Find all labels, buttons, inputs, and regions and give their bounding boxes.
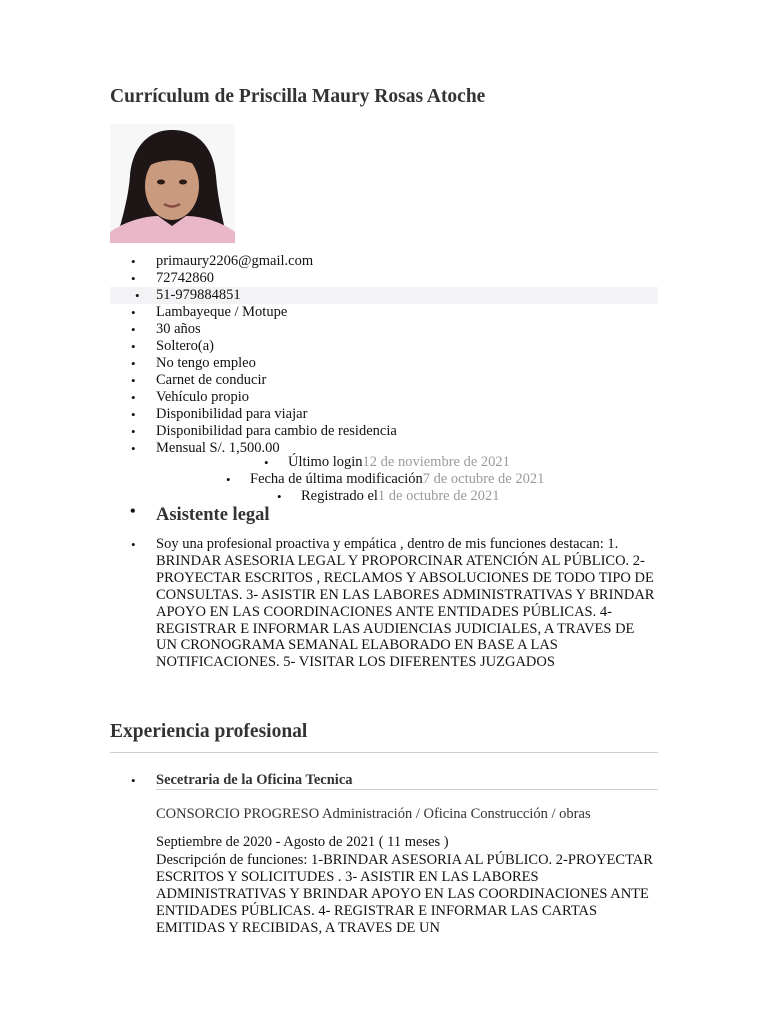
registered-date: 1 de octubre de 2021 <box>377 488 500 504</box>
phone-item: • 51-979884851 <box>110 287 658 304</box>
own-vehicle-item: • Vehículo propio <box>110 389 658 406</box>
marital-status-item: • Soltero(a) <box>110 338 658 355</box>
last-modified-date: 7 de octubre de 2021 <box>422 471 545 487</box>
registered-item: • Registrado el1 de octubre de 2021 <box>277 488 500 505</box>
page-title: Currículum de Priscilla Maury Rosas Atoche <box>110 86 486 107</box>
last-login-date: 12 de noviembre de 2021 <box>362 454 510 470</box>
job-title: Secetraria de la Oficina Tecnica <box>156 772 353 788</box>
section-divider <box>110 752 658 753</box>
experience-section-title: Experiencia profesional <box>110 721 308 742</box>
profile-photo <box>110 124 235 243</box>
salary-item: • Mensual S/. 1,500.00 <box>110 440 658 457</box>
job-company: CONSORCIO PROGRESO Administración / Oficina Construcción / obras <box>156 806 591 822</box>
personal-info-list <box>110 253 658 457</box>
location-item: • Lambayeque / Motupe <box>110 304 658 321</box>
profile-summary: Soy una profesional proactiva y empática , dentro de mis funciones destacan: 1. BRINDAR ASESORIA LEGAL Y PROPORCINAR ATENCIÓN AL PÚBLICO. 2-PROYECTAR ESCRITOS , RECLAMOS Y ABSOLUCIONES DE TODO TIPO DE CONSULTAS. 3- ASISTIR EN LAS LABORES ADMINISTRATIVAS Y BRINDAR APOYO EN LAS COORDINACIONES ANTE ENTIDADES PÚBLICAS. 4- REGISTRAR E INFORMAR LAS AUDIENCIAS JUDICIALES, A TRAVES DE UN CRONOGRAMA SEMANAL ELABORADO EN BASE A LAS NOTIFICACIONES. 5- VISITAR LOS DIFERENTES JUZGADOS <box>156 536 655 671</box>
employment-status-item: • No tengo empleo <box>110 355 658 372</box>
age-item: • 30 años <box>110 321 658 338</box>
modified-list <box>226 471 544 488</box>
id-number-item: • 72742860 <box>110 270 658 287</box>
last-login-item: • Último login12 de noviembre de 2021 <box>264 454 510 471</box>
last-modified-item: • Fecha de última modificación7 de octubre de 2021 <box>226 471 544 488</box>
relocation-availability-item: • Disponibilidad para cambio de residencia <box>110 423 658 440</box>
last-login-list <box>264 454 510 471</box>
job-divider <box>156 789 658 790</box>
travel-availability-item: • Disponibilidad para viajar <box>110 406 658 423</box>
objective-title: • Asistente legal <box>110 505 270 526</box>
job-dates: Septiembre de 2020 - Agosto de 2021 ( 11 meses ) <box>156 834 449 850</box>
drivers-license-item: • Carnet de conducir <box>110 372 658 389</box>
registered-list <box>277 488 500 505</box>
email-item: • primaury2206@gmail.com <box>110 253 658 270</box>
job-description: Descripción de funciones: 1-BRINDAR ASESORIA AL PÚBLICO. 2-PROYECTAR ESCRITOS Y SOLICITUDES . 3- ASISTIR EN LAS LABORES ADMINISTRATIVAS Y BRINDAR APOYO EN LAS COORDINACIONES ANTE ENTIDADES PÚBLICAS. 4- REGISTRAR E INFORMAR LAS CARTAS EMITIDAS Y RECIBIDAS, A TRAVES DE UN <box>156 852 653 936</box>
summary-bullet: • <box>131 537 136 552</box>
job-bullet: • <box>131 773 136 788</box>
